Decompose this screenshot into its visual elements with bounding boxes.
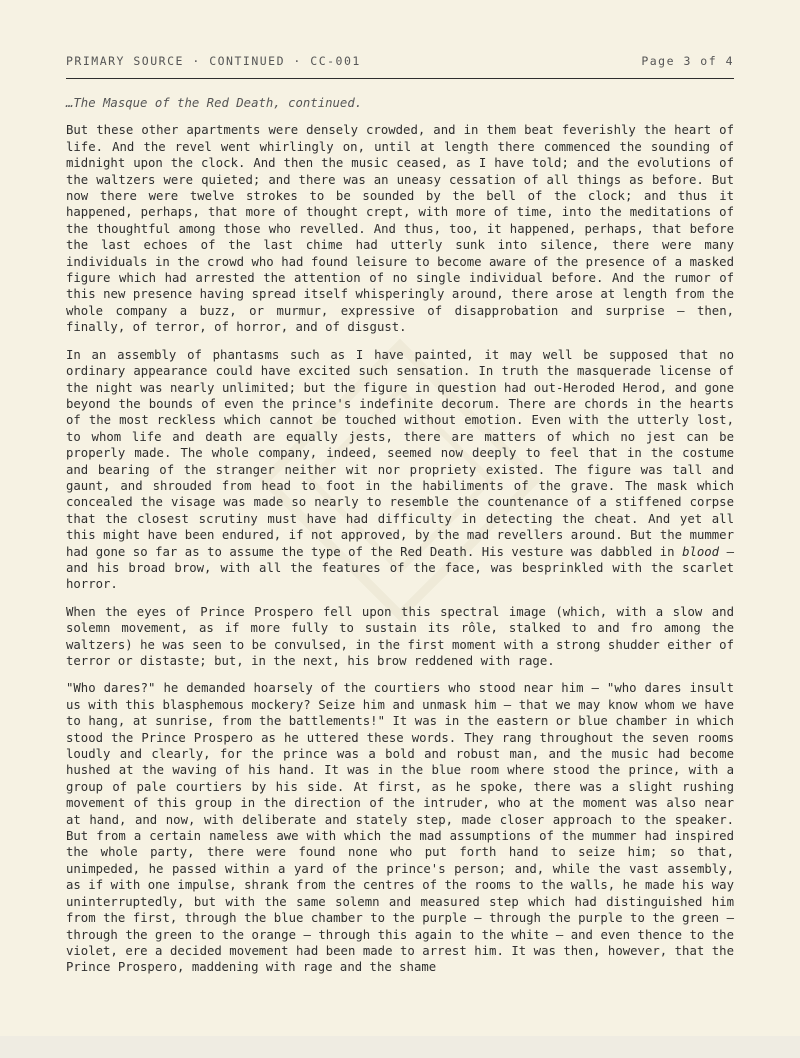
document-body [66,95,734,987]
continuation-note: …The Masque of the Red Death, continued. [66,96,363,110]
paragraph-4: "Who dares?" he demanded hoarsely of the courtiers who stood near him — "who dares insult us with this blasphemous mockery? Seize him and unmask him — that we may know whom we have to hang, at sunrise, from the battlements!" It was in the eastern or blue chamber in which stood the Prince Prospero as he uttered these words. They rang throughout the seven rooms loudly and clearly, for the prince was a bold and robust man, and the music had become hushed at the waving of his hand. It was in the blue room where stood the prince, with a group of pale courtiers by his side. At first, as he spoke, there was a slight rushing movement of this group in the direction of the intruder, who at the moment was also near at hand, and now, with deliberate and stately step, made closer approach to the speaker. But from a certain nameless awe with which the mad assumptions of the mummer had inspired the whole party, there were found none who put forth hand to seize him; so that, unimpeded, he passed within a yard of the prince's person; and, while the vast assembly, as if with one impulse, shrank from the centres of the rooms to the walls, he made his way uninterruptedly, but with the same solemn and measured step which had distinguished him from the first, through the blue chamber to the purple — through the purple to the green — through the green to the orange — through this again to the white — and even thence to the violet, ere a decided movement had been made to arrest him. It was then, however, that the Prince Prospero, maddening with rage and the shame [66,681,734,975]
emphasis-blood: blood [682,544,720,559]
paragraph-3: When the eyes of Prince Prospero fell upon this spectral image (which, with a slow and solemn movement, as if more fully to sustain its rôle, stalked to and fro among the waltzers) he was seen to be convulsed, in the first moment with a strong shudder either of terror or distaste; but, in the next, his brow reddened with rage. [66,604,734,668]
source-label: PRIMARY SOURCE · CONTINUED · CC-001 [66,54,361,68]
paragraph-1: But these other apartments were densely crowded, and in them beat feverishly the heart of life. And the revel went whirlingly on, until at length there commenced the sounding of midnight upon the clock. And then the music ceased, as I have told; and the evolutions of the waltzers were quieted; and there was an uneasy cessation of all things as before. But now there were twelve strokes to be sounded by the bell of the clock; and thus it happened, perhaps, that more of thought crept, with more of time, into the meditations of the thoughtful among those who revelled. And thus, too, it happened, perhaps, that before the last echoes of the last chime had utterly sunk into silence, there were many individuals in the crowd who had found leisure to become aware of the presence of a masked figure which had arrested the attention of no single individual before. And the rumor of this new presence having spread itself whisperingly around, there arose at length from the whole company a buzz, or murmur, expressive of disapprobation and surprise — then, finally, of terror, of horror, and of disgust. [66,123,734,335]
paragraph-2-text-end: — and his broad brow, with all the features of the face, was besprinkled with the scarlet horror. [66,544,734,592]
page-bottom-margin [0,1036,800,1058]
paragraph-2 [66,347,734,593]
page-header [66,54,734,79]
paragraph-2-text: In an assembly of phantasms such as I have painted, it may well be supposed that no ordinary appearance could have excited such sensation. In truth the masquerade license of the night was nearly unlimited; but the figure in question had out-Heroded Herod, and gone beyond the bounds of even the prince's indefinite decorum. There are chords in the hearts of the most reckless which cannot be touched without emotion. Even with the utterly lost, to whom life and death are equally jests, there are matters of which no jest can be properly made. The whole company, indeed, seemed now deeply to feel that in the costume and bearing of the stranger neither wit nor propriety existed. The figure was tall and gaunt, and shrouded from head to foot in the habiliments of the grave. The mask which concealed the visage was made so nearly to resemble the countenance of a stiffened corpse that the closest scrutiny must have had difficulty in detecting the cheat. And yet all this might have been endured, if not approved, by the mad revellers around. But the mummer had gone so far as to assume the type of the Red Death. His vesture was dabbled in [66,347,734,559]
page-indicator: Page 3 of 4 [641,54,734,68]
